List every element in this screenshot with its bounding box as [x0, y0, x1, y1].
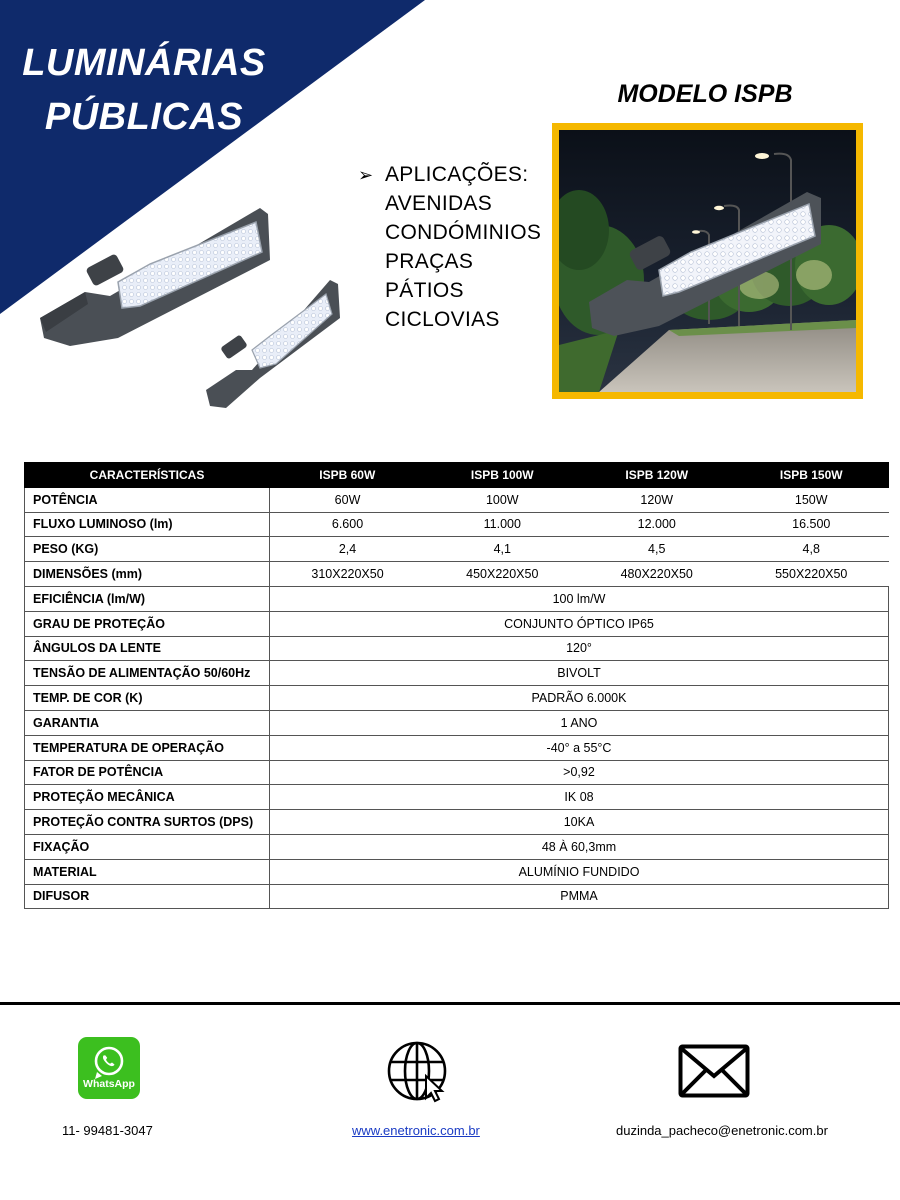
large-lamp: [40, 208, 270, 346]
row-label: TEMP. DE COR (K): [25, 686, 270, 711]
table-row: [25, 834, 889, 859]
envelope-icon[interactable]: [678, 1044, 750, 1098]
footer-divider: [0, 1002, 900, 1005]
cell-value: 4,1: [425, 537, 579, 562]
row-label: GARANTIA: [25, 710, 270, 735]
cell-value: PADRÃO 6.000K: [270, 686, 889, 711]
cell-value: IK 08: [270, 785, 889, 810]
application-item: CONDÓMINIOS: [385, 221, 542, 244]
cell-value: 2,4: [270, 537, 426, 562]
cell-value: 450X220X50: [425, 562, 579, 587]
application-item: PRAÇAS: [385, 250, 474, 273]
applications-list: [358, 160, 541, 334]
row-label: EFICIÊNCIA (lm/W): [25, 586, 270, 611]
table-row: [25, 735, 889, 760]
cell-value: 150W: [734, 487, 889, 512]
model-title: MODELO ISPB: [617, 80, 793, 108]
arrow-bullet-icon: ➢: [358, 165, 374, 185]
cell-value: 48 À 60,3mm: [270, 834, 889, 859]
title-line-1: LUMINÁRIAS: [22, 42, 266, 84]
application-item: PÁTIOS: [385, 279, 464, 302]
table-row: [25, 611, 889, 636]
cell-value: -40° a 55°C: [270, 735, 889, 760]
cell-value: 310X220X50: [270, 562, 426, 587]
table-row: [25, 785, 889, 810]
whatsapp-icon[interactable]: [78, 1037, 140, 1099]
email-address[interactable]: duzinda_pacheco@enetronic.com.br: [616, 1123, 828, 1138]
column-header: ISPB 60W: [270, 463, 426, 488]
cell-value: 10KA: [270, 810, 889, 835]
cell-value: 550X220X50: [734, 562, 889, 587]
cell-value: >0,92: [270, 760, 889, 785]
row-label: FIXAÇÃO: [25, 834, 270, 859]
row-label: TEMPERATURA DE OPERAÇÃO: [25, 735, 270, 760]
cell-value: 120°: [270, 636, 889, 661]
table-header-row: [25, 463, 889, 488]
column-header: ISPB 150W: [734, 463, 889, 488]
cell-value: 11.000: [425, 512, 579, 537]
table-row: [25, 859, 889, 884]
row-label: POTÊNCIA: [25, 487, 270, 512]
row-label: FLUXO LUMINOSO (lm): [25, 512, 270, 537]
row-label: TENSÃO DE ALIMENTAÇÃO 50/60Hz: [25, 661, 270, 686]
table-row: [25, 636, 889, 661]
row-label: PROTEÇÃO MECÂNICA: [25, 785, 270, 810]
application-item: CICLOVIAS: [385, 308, 500, 331]
cell-value: PMMA: [270, 884, 889, 909]
row-label: GRAU DE PROTEÇÃO: [25, 611, 270, 636]
title-line-2: PÚBLICAS: [44, 96, 244, 138]
row-label: FATOR DE POTÊNCIA: [25, 760, 270, 785]
table-row: [25, 661, 889, 686]
globe-icon[interactable]: [386, 1040, 450, 1104]
table-row: [25, 512, 889, 537]
cell-value: ALUMÍNIO FUNDIDO: [270, 859, 889, 884]
cell-value: 16.500: [734, 512, 889, 537]
cell-value: 6.600: [270, 512, 426, 537]
cell-value: BIVOLT: [270, 661, 889, 686]
cell-value: 4,5: [580, 537, 734, 562]
row-label: DIMENSÕES (mm): [25, 562, 270, 587]
table-row: [25, 760, 889, 785]
row-label: MATERIAL: [25, 859, 270, 884]
column-header: CARACTERÍSTICAS: [25, 463, 270, 488]
applications-label: APLICAÇÕES:: [385, 163, 529, 186]
cell-value: 480X220X50: [580, 562, 734, 587]
row-label: PESO (KG): [25, 537, 270, 562]
small-lamp: [206, 280, 340, 408]
product-image: [30, 200, 350, 420]
table-row: [25, 884, 889, 909]
table-row: [25, 710, 889, 735]
cell-value: 120W: [580, 487, 734, 512]
cell-value: 100W: [425, 487, 579, 512]
column-header: ISPB 100W: [425, 463, 579, 488]
table-row: [25, 810, 889, 835]
table-row: [25, 586, 889, 611]
phone-number[interactable]: 11- 99481-3047: [62, 1123, 153, 1138]
table-row: [25, 562, 889, 587]
cell-value: 60W: [270, 487, 426, 512]
page-title: [14, 36, 274, 144]
cell-value: CONJUNTO ÓPTICO IP65: [270, 611, 889, 636]
website-link[interactable]: www.enetronic.com.br: [352, 1123, 480, 1138]
whatsapp-label: WhatsApp: [83, 1078, 135, 1090]
table-row: [25, 686, 889, 711]
spec-table: [24, 462, 889, 909]
cell-value: 100 lm/W: [270, 586, 889, 611]
row-label: DIFUSOR: [25, 884, 270, 909]
row-label: PROTEÇÃO CONTRA SURTOS (DPS): [25, 810, 270, 835]
cell-value: 1 ANO: [270, 710, 889, 735]
application-item: AVENIDAS: [385, 192, 493, 215]
street-photo: [552, 123, 863, 399]
table-row: [25, 537, 889, 562]
row-label: ÂNGULOS DA LENTE: [25, 636, 270, 661]
cell-value: 12.000: [580, 512, 734, 537]
table-row: [25, 487, 889, 512]
cell-value: 4,8: [734, 537, 889, 562]
column-header: ISPB 120W: [580, 463, 734, 488]
